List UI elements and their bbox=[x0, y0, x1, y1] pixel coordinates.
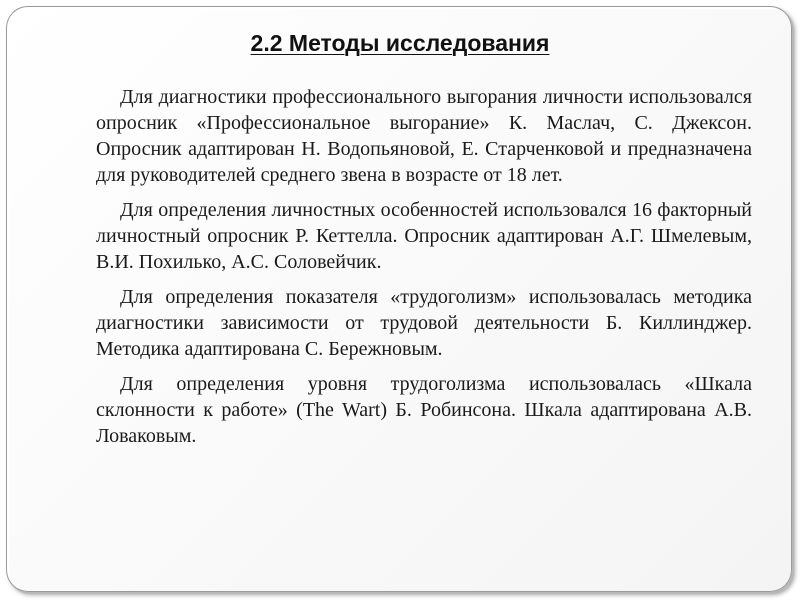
paragraph-workaholism-level-method: Для определения уровня трудоголизма использовалась «Шкала склонности к работе» (The Wart) Б. Робинсона. Шкала адаптирована А.В. Ловаковым. bbox=[96, 373, 752, 447]
paragraph-workaholism-indicator-method: Для определения показателя «трудоголизм» использовалась методика диагностики зависимости от трудовой деятельности Б. Киллинджер. Методика адаптирована С. Бережновым. bbox=[96, 286, 752, 360]
slide-title bbox=[0, 30, 800, 57]
paragraph-burnout-method: Для диагностики профессионального выгорания личности использовался опросник «Профессиональное выгорание» К. Маслач, С. Джексон. Опросник адаптирован Н. Водопьяновой, Е. Старченковой и предназначена для руководителей среднего звена в возрасте от 18 лет. bbox=[96, 86, 752, 186]
slide-title-text: 2.2 Методы исследования bbox=[250, 30, 550, 56]
paragraph-personality-method: Для определения личностных особенностей использовался 16 факторный личностный опросник Р. Кеттелла. Опросник адаптирован А.Г. Шмелевым, В.И. Похилько, А.С. Соловейчик. bbox=[96, 199, 752, 273]
slide-body bbox=[96, 84, 752, 458]
